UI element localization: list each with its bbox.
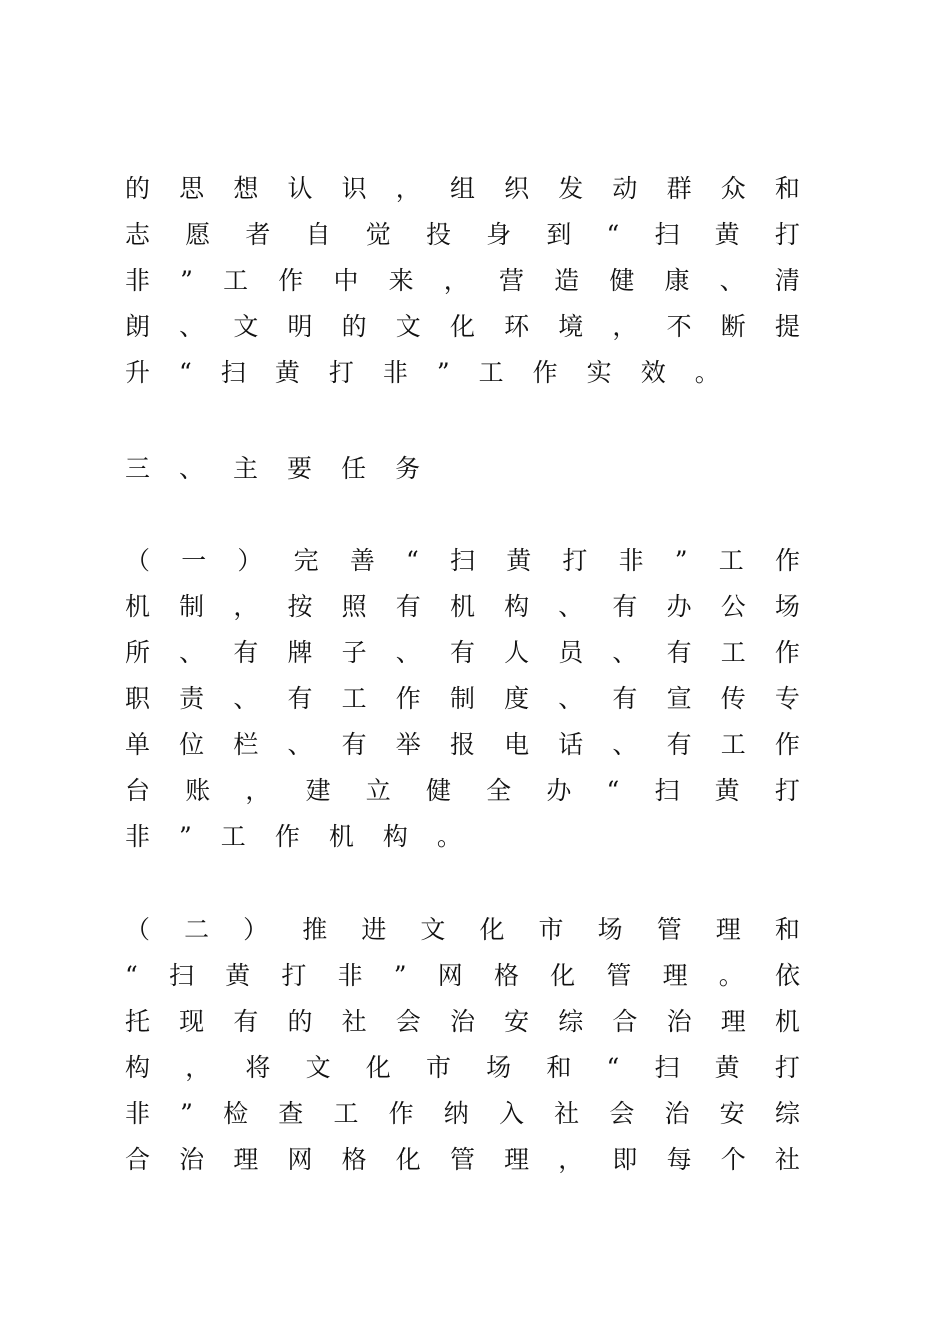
text-line: 三 、 主 要 任 务 bbox=[125, 454, 421, 483]
paragraph-item-2 bbox=[125, 907, 800, 1183]
text-line: 机 制 ， 按 照 有 机 构 、 有 办 公 场 bbox=[125, 592, 800, 621]
text-line: 合 治 理 网 格 化 管 理 ， 即 每 个 社 bbox=[125, 1145, 800, 1174]
text-line: 的 思 想 认 识 ， 组 织 发 动 群 众 和 bbox=[125, 174, 800, 203]
text-line: （ 一 ） 完 善 “ 扫 黄 打 非 ” 工 作 bbox=[125, 546, 800, 575]
text-line: （ 二 ） 推 进 文 化 市 场 管 理 和 bbox=[125, 915, 800, 944]
text-line: 职 责 、 有 工 作 制 度 、 有 宣 传 专 bbox=[125, 684, 800, 713]
text-line: 非 ” 工 作 机 构 。 bbox=[125, 822, 462, 851]
text-line: 单 位 栏 、 有 举 报 电 话 、 有 工 作 bbox=[125, 730, 800, 759]
text-line: 升 “ 扫 黄 打 非 ” 工 作 实 效 。 bbox=[125, 358, 720, 387]
paragraph-item-1 bbox=[125, 538, 800, 860]
text-line: 志 愿 者 自 觉 投 身 到 “ 扫 黄 打 bbox=[125, 220, 800, 249]
text-line: 非 ” 工 作 中 来 ， 营 造 健 康 、 清 bbox=[125, 266, 800, 295]
text-line: “ 扫 黄 打 非 ” 网 格 化 管 理 。 依 bbox=[125, 961, 800, 990]
text-line: 非 ” 检 查 工 作 纳 入 社 会 治 安 综 bbox=[125, 1099, 800, 1128]
text-line: 台 账 ， 建 立 健 全 办 “ 扫 黄 打 bbox=[125, 776, 800, 805]
text-line: 托 现 有 的 社 会 治 安 综 合 治 理 机 bbox=[125, 1007, 800, 1036]
text-line: 朗 、 文 明 的 文 化 环 境 ， 不 断 提 bbox=[125, 312, 800, 341]
text-line: 所 、 有 牌 子 、 有 人 员 、 有 工 作 bbox=[125, 638, 800, 667]
text-line: 构 ， 将 文 化 市 场 和 “ 扫 黄 打 bbox=[125, 1053, 800, 1082]
section-heading bbox=[125, 446, 800, 492]
paragraph-continuation bbox=[125, 166, 800, 396]
